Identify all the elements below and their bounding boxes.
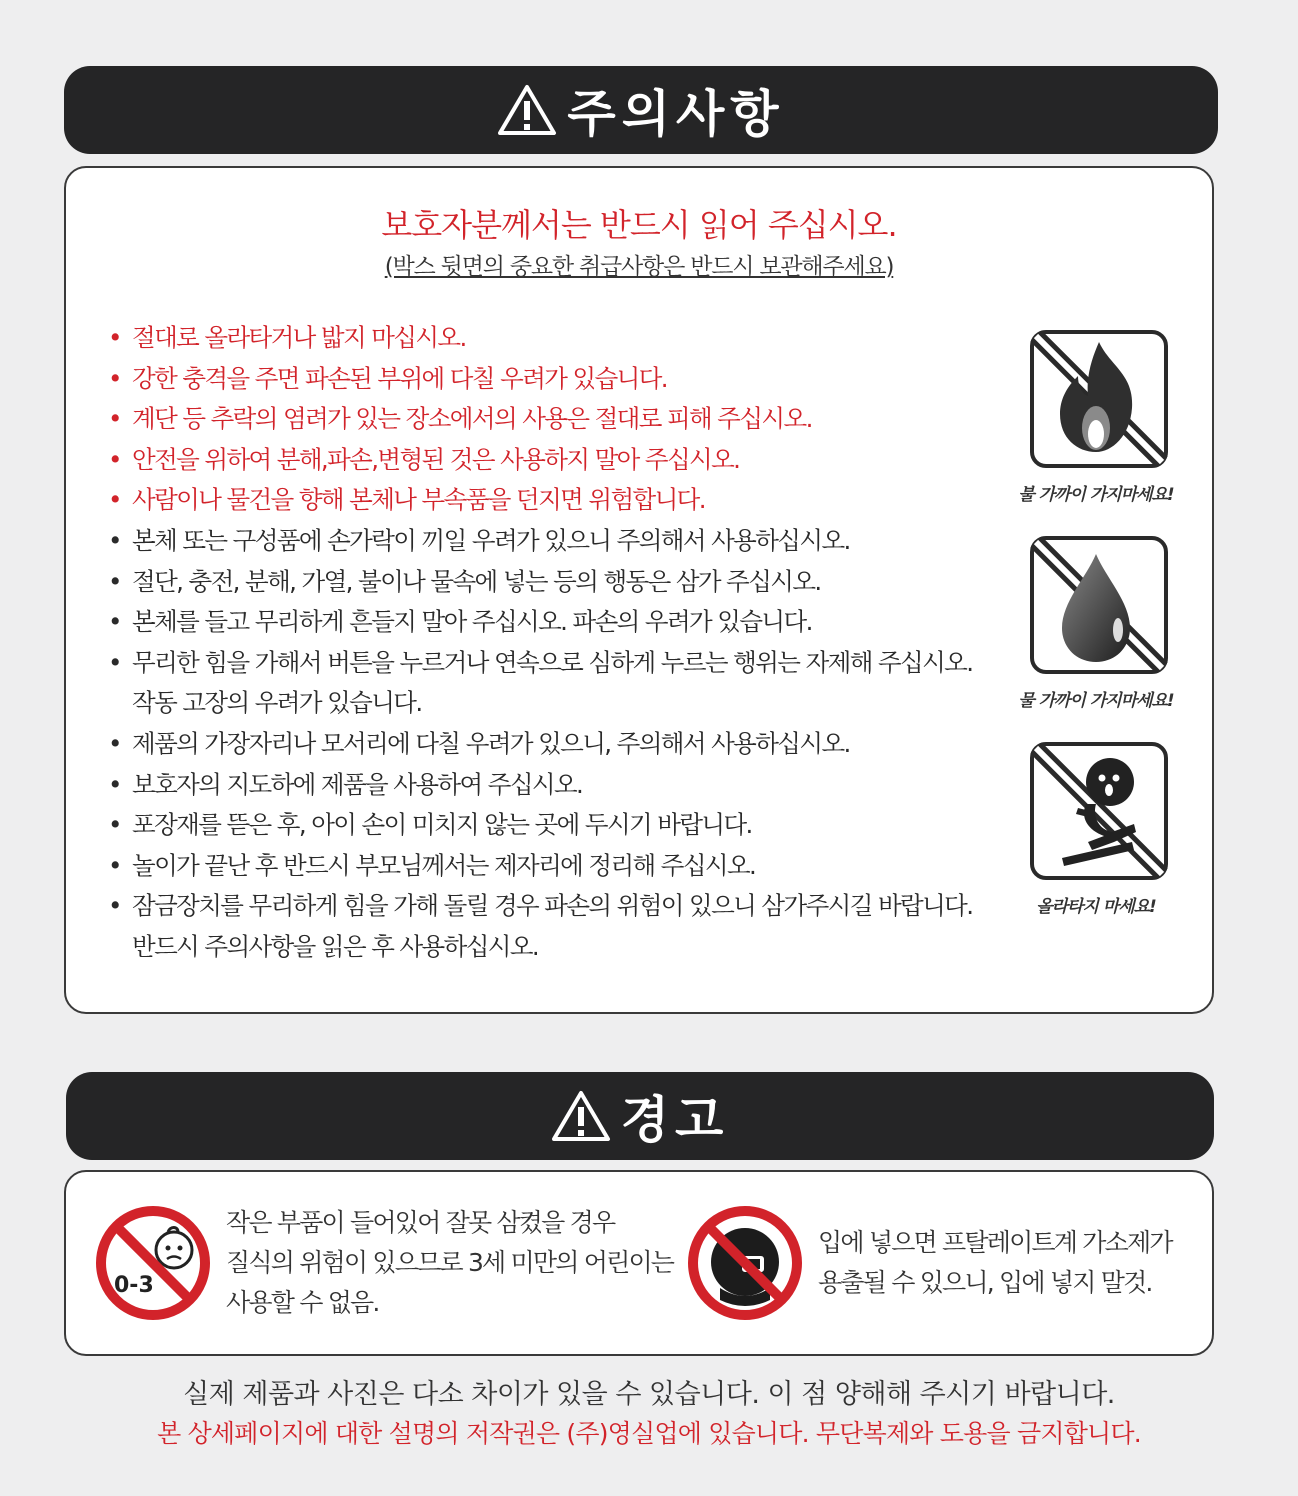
caution-box	[64, 166, 1214, 1014]
caution-rule: • 절대로 올라타거나 밟지 마십시오.	[106, 318, 1006, 359]
sign-caption: 물 가까이 가지마세요!	[1018, 691, 1174, 711]
caution-banner-title: 주의사항	[567, 85, 785, 143]
caution-rule: • 강한 충격을 주면 파손된 부위에 다칠 우려가 있습니다.	[106, 359, 1006, 400]
warning-line: 입에 넣으면 프탈레이트계 가소제가	[818, 1228, 1172, 1257]
warning-item-mouth	[686, 1172, 1172, 1354]
sign-caption: 올라타지 마세요!	[1036, 897, 1156, 917]
caution-rule: • 본체 또는 구성품에 손가락이 끼일 우려가 있으니 주의해서 사용하십시오.	[106, 521, 1006, 562]
warning-box	[64, 1170, 1214, 1356]
caution-rule: 반드시 주의사항을 읽은 후 사용하십시오.	[132, 931, 539, 961]
warning-text-choking	[226, 1203, 673, 1323]
warning-text-mouth	[818, 1223, 1172, 1303]
caution-rule: • 절단, 충전, 분해, 가열, 불이나 물속에 넣는 등의 행동은 삼가 주십시오.	[106, 562, 1006, 603]
disclaimer-text: 실제 제품과 사진은 다소 차이가 있을 수 있습니다. 이 점 양해해 주시기 바랍니다.	[183, 1379, 1115, 1410]
caution-rule: • 잠금장치를 무리하게 힘을 가해 돌릴 경우 파손의 위험이 있으니 삼가주시길 바랍니다.	[106, 886, 1006, 927]
no-mouth-icon	[686, 1204, 804, 1322]
age-badge: 0-3	[114, 1273, 154, 1298]
warning-line: 질식의 위험이 있으므로 3세 미만의 어린이는	[226, 1248, 674, 1277]
warning-line: 사용할 수 없음.	[226, 1288, 379, 1317]
sign-no-fire	[996, 326, 1196, 505]
warning-banner	[66, 1072, 1214, 1160]
caution-rule: • 놀이가 끝난 후 반드시 부모님께서는 제자리에 정리해 주십시오.	[106, 846, 1006, 887]
sign-caption: 불 가까이 가지마세요!	[1018, 485, 1174, 505]
no-under-3-icon	[94, 1204, 212, 1322]
no-fire-icon	[1022, 326, 1170, 472]
warning-triangle-icon	[551, 1090, 611, 1142]
caution-rule: • 계단 등 추락의 염려가 있는 장소에서의 사용은 절대로 피해 주십시오.	[106, 399, 1006, 440]
notice-subtitle: (박스 뒷면의 중요한 취급사항은 반드시 보관해주세요)	[384, 254, 894, 280]
warning-line: 용출될 수 있으니, 입에 넣지 말것.	[818, 1268, 1152, 1297]
caution-rule: 작동 고장의 우려가 있습니다.	[132, 688, 422, 718]
caution-rule: • 제품의 가장자리나 모서리에 다칠 우려가 있으니, 주의해서 사용하십시오.	[106, 724, 1006, 765]
caution-banner	[64, 66, 1218, 154]
caution-rule: • 안전을 위하여 분해,파손,변형된 것은 사용하지 말아 주십시오.	[106, 440, 1006, 481]
notice-title: 보호자분께서는 반드시 읽어 주십시오.	[381, 206, 897, 244]
no-climbing-icon	[1022, 738, 1170, 884]
caution-rule: • 무리한 힘을 가해서 버튼을 누르거나 연속으로 심하게 누르는 행위는 자제해 주십시오.	[106, 643, 1006, 684]
caution-rules-list	[106, 318, 1006, 968]
copyright-text: 본 상세페이지에 대한 설명의 저작권은 (주)영실업에 있습니다. 무단복제와 도용을 금지합니다.	[157, 1419, 1141, 1448]
no-water-icon	[1022, 532, 1170, 678]
caution-rule: • 사람이나 물건을 향해 본체나 부속품을 던지면 위험합니다.	[106, 480, 1006, 521]
caution-rule: • 보호자의 지도하에 제품을 사용하여 주십시오.	[106, 765, 1006, 806]
warning-triangle-icon	[497, 84, 557, 136]
caution-rule: • 포장재를 뜯은 후, 아이 손이 미치지 않는 곳에 두시기 바랍니다.	[106, 805, 1006, 846]
caution-rule: • 본체를 들고 무리하게 흔들지 말아 주십시오. 파손의 우려가 있습니다.	[106, 602, 1006, 643]
warning-line: 작은 부품이 들어있어 잘못 삼켰을 경우	[226, 1208, 615, 1237]
sign-no-climbing	[996, 738, 1196, 917]
warning-item-choking	[94, 1172, 673, 1354]
sign-no-water	[996, 532, 1196, 711]
warning-banner-title: 경고	[620, 1091, 730, 1149]
